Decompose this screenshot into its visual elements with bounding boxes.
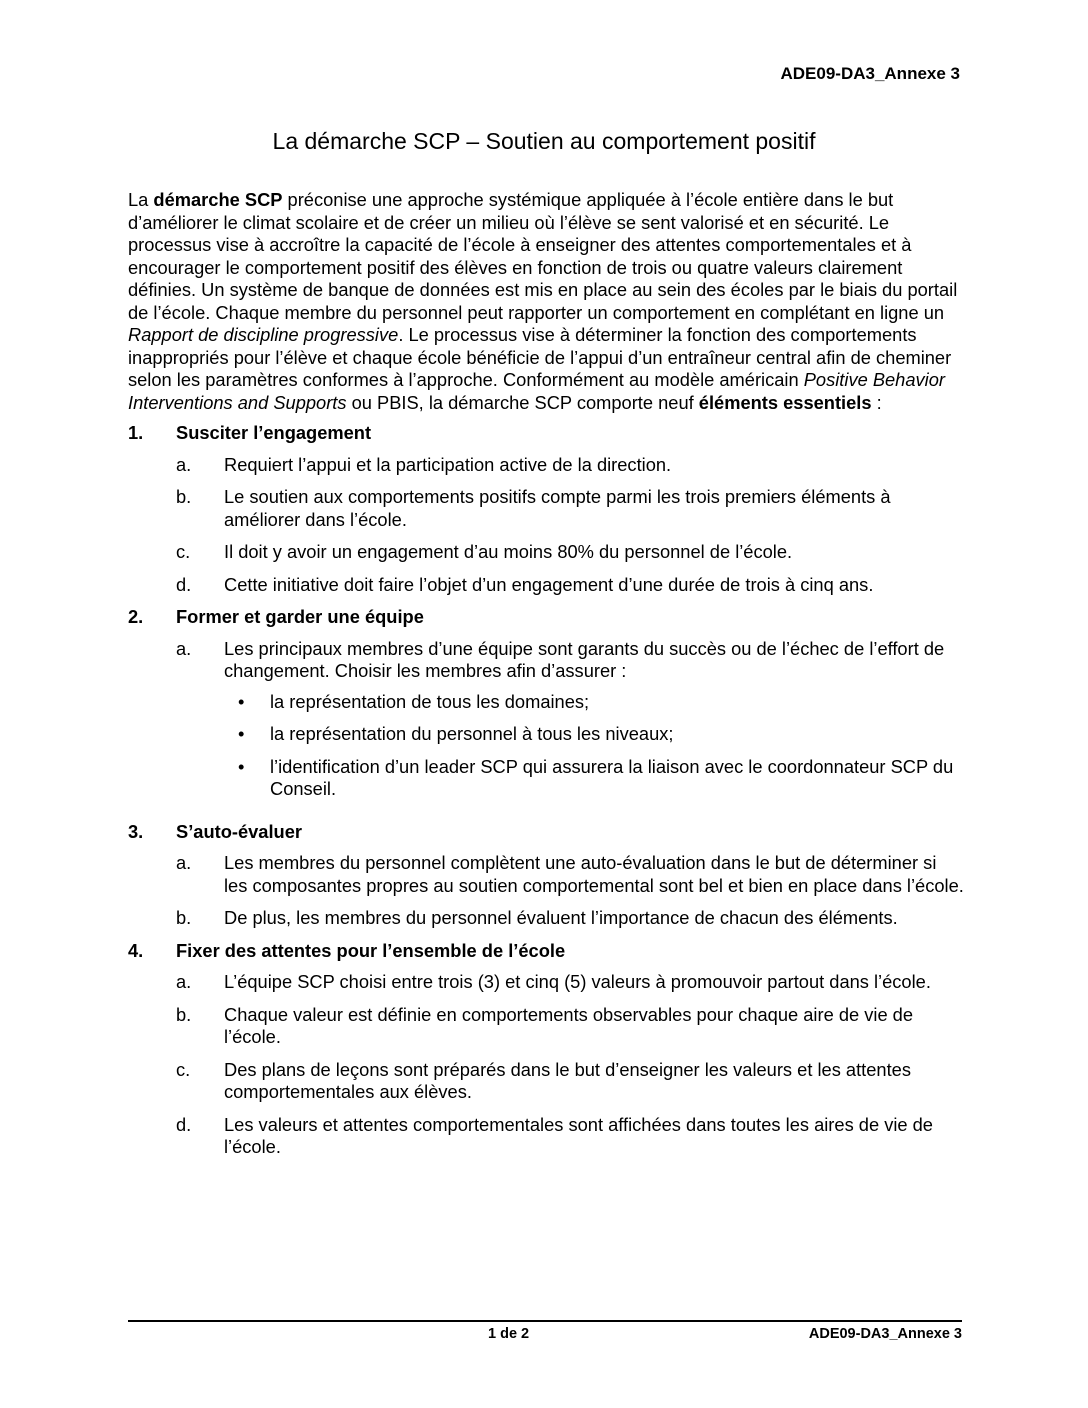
list-item <box>176 852 964 897</box>
item-text: Cette initiative doit faire l’objet d’un engagement d’une durée de trois à cinq ans. <box>224 573 874 595</box>
section-items <box>176 454 964 597</box>
item-text: L’équipe SCP choisi entre trois (3) et cinq (5) valeurs à promouvoir partout dans l’école. <box>224 971 931 992</box>
bullet-text: la représentation du personnel à tous les niveaux; <box>270 723 674 744</box>
item-body <box>224 574 964 597</box>
item-body <box>224 971 964 994</box>
header-doc-code: ADE09-DA3_Annexe 3 <box>780 64 960 83</box>
item-text: Le soutien aux comportements positifs compte parmi les trois premiers éléments à améliorer dans l’école. <box>224 486 891 530</box>
item-text: Les principaux membres d’une équipe sont garants du succès ou de l’échec de l’effort de changement. Choisir les membres afin d’assurer : <box>224 637 945 681</box>
bullet-icon: • <box>238 690 245 712</box>
list-item <box>176 1114 964 1159</box>
section-heading-text: S’auto-évaluer <box>176 820 302 842</box>
item-letter: a. <box>176 852 192 873</box>
list-item <box>176 541 964 564</box>
section-heading <box>128 606 964 629</box>
item-body <box>224 1059 964 1104</box>
item-text: De plus, les membres du personnel évaluent l’importance de chacun des éléments. <box>224 907 898 928</box>
intro-text: La <box>128 189 154 210</box>
item-body <box>224 1004 964 1049</box>
list-item <box>176 638 964 811</box>
intro-text: ou PBIS, la démarche SCP comporte neuf <box>346 391 699 413</box>
bullet-icon: • <box>238 723 245 744</box>
bullet-icon: • <box>238 755 245 777</box>
footer-doc-code: ADE09-DA3_Annexe 3 <box>808 1326 962 1342</box>
section-items <box>176 638 964 811</box>
item-letter: c. <box>176 1058 191 1080</box>
item-body <box>224 541 964 564</box>
intro-italic-term: Positive Behavior Interventions and Supports <box>128 369 945 413</box>
bullet-list <box>224 691 964 801</box>
list-item <box>176 1059 964 1104</box>
section-heading-text: Former et garder une équipe <box>176 606 424 627</box>
item-body <box>224 638 964 811</box>
footer-page-number: 1 de 2 <box>488 1326 530 1342</box>
intro-text: préconise une approche systémique appliquée à l’école entière dans le but d’améliorer le climat scolaire et de créer un milieu où l’élève se sent valorisé et en sécurité. Le processus vise à accroître la capacité de l’école à enseigner des attentes comportementales et à encourager le comportement positif des élèves en fonction de trois ou quatre valeurs clairement définies. Un système de banque de données est mis en place au sein des écoles par le biais du portail de l’école. Chaque membre du personnel peut rapporter un comportement en complétant en ligne un <box>128 189 958 323</box>
intro-bold-term: éléments essentiels <box>698 391 872 413</box>
item-letter: a. <box>176 971 192 992</box>
sections-list <box>128 422 964 1159</box>
item-body <box>224 454 964 477</box>
item-text: Les valeurs et attentes comportementales sont affichées dans toutes les aires de vie de l’école. <box>224 1113 933 1157</box>
section <box>128 821 964 930</box>
item-letter: b. <box>176 907 192 928</box>
list-item <box>176 907 964 930</box>
bullet-item <box>224 756 964 801</box>
bullet-item <box>224 723 964 746</box>
item-letter: d. <box>176 1113 192 1135</box>
item-body <box>224 907 964 930</box>
item-letter: c. <box>176 541 191 562</box>
bullet-item <box>224 691 964 714</box>
list-item <box>176 971 964 994</box>
list-item <box>176 486 964 531</box>
section-heading <box>128 422 964 445</box>
item-body <box>224 486 964 531</box>
item-letter: a. <box>176 453 192 475</box>
intro-bold-term: démarche SCP <box>153 189 283 210</box>
intro-paragraph <box>128 189 964 414</box>
intro-text: : <box>871 391 882 413</box>
item-text: Requiert l’appui et la participation active de la direction. <box>224 453 672 475</box>
section <box>128 422 964 596</box>
section-heading <box>128 821 964 844</box>
document-body <box>128 189 964 1169</box>
section-items <box>176 852 964 930</box>
bullet-text: la représentation de tous les domaines; <box>270 690 590 712</box>
footer-rule <box>128 1320 962 1322</box>
page-title: La démarche SCP – Soutien au comportement positif <box>272 128 816 154</box>
section <box>128 940 964 1159</box>
item-letter: a. <box>176 637 192 659</box>
list-item <box>176 574 964 597</box>
item-body <box>224 1114 964 1159</box>
section-number: 2. <box>128 606 144 627</box>
item-letter: d. <box>176 573 192 595</box>
intro-italic-term: Rapport de discipline progressive <box>128 324 399 345</box>
section-items <box>176 971 964 1159</box>
section <box>128 606 964 811</box>
item-letter: b. <box>176 486 192 507</box>
section-number: 3. <box>128 820 144 842</box>
list-item <box>176 1004 964 1049</box>
intro-text: . Le processus vise à déterminer la fonction des comportements inappropriés pour l’élève et chaque école bénéficie de l’appui d’un entraîneur central afin de cheminer selon les paramètres conformes à l’approche. Conformément au modèle américain <box>128 324 952 390</box>
section-heading-text: Fixer des attentes pour l’ensemble de l’école <box>176 939 566 961</box>
section-heading <box>128 940 964 963</box>
list-item <box>176 454 964 477</box>
item-text: Les membres du personnel complètent une auto-évaluation dans le but de déterminer si les composantes propres au soutien comportemental sont bel et bien en place dans l’école. <box>224 852 964 896</box>
section-number: 1. <box>128 422 144 443</box>
item-body <box>224 852 964 897</box>
item-text: Chaque valeur est définie en comportements observables pour chaque aire de vie de l’école. <box>224 1003 914 1047</box>
section-number: 4. <box>128 939 144 961</box>
item-text: Il doit y avoir un engagement d’au moins 80% du personnel de l’école. <box>224 541 793 562</box>
item-text: Des plans de leçons sont préparés dans le but d’enseigner les valeurs et les attentes comportementales aux élèves. <box>224 1058 911 1102</box>
bullet-text: l’identification d’un leader SCP qui assurera la liaison avec le coordonnateur SCP du Conseil. <box>270 755 954 799</box>
item-letter: b. <box>176 1003 192 1025</box>
section-heading-text: Susciter l’engagement <box>176 422 372 443</box>
